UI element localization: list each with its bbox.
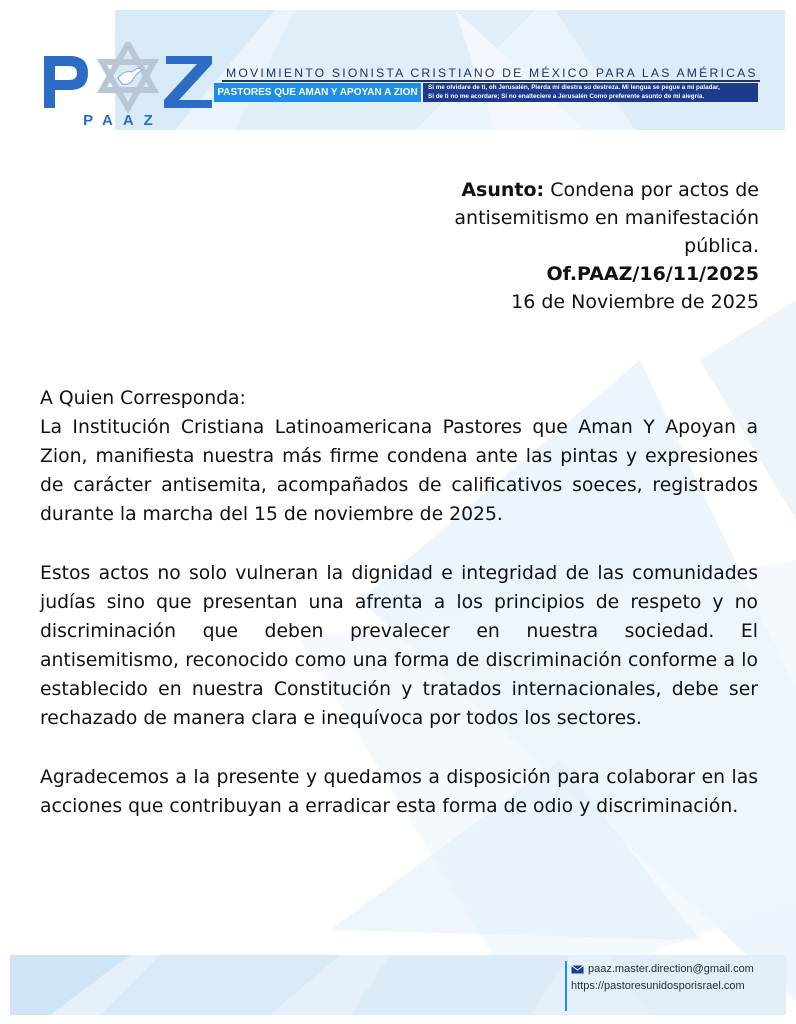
verse-line-1: Si me olvidare de ti, oh Jerusalén, Pierda mi diestra su destreza. Mi lengua se pegue a mi paladar, [428,84,720,91]
website-row [571,978,771,995]
organization-title: MOVIMIENTO SIONISTA CRISTIANO DE MÉXICO PARA LAS AMÉRICAS [226,66,758,80]
salutation: A Quien Corresponda: [40,388,246,409]
header-divider [222,80,760,82]
paragraph-3: Agradecemos a la presente y quedamos a disposición para colaborar en las acciones que contribuyan a erradicar esta forma de odio y discriminación. [40,767,758,817]
letter-body [40,384,758,821]
letter-date: 16 de Noviembre de 2025 [511,291,759,313]
email-link[interactable]: paaz.master.direction@gmail.com [588,963,754,975]
paragraph-2: Estos actos no solo vulneran la dignidad e integridad de las comunidades judías sino que presentan una afrenta a los principios de respeto y no discriminación que deben prevalecer en nuestra sociedad. El antisemitismo, reconocido como una forma de discriminación conforme a lo establecido en nuestra Constitución y tratados internacionales, debe ser rechazado de manera clara e inequívoca por todos los sectores. [40,563,758,729]
reference-text: Of.PAAZ/16/11/2025 [546,263,759,285]
verse-line-2: Si de ti no me acordare; Si no enalteciere a Jerusalén Como preferente asunto de mi alegría. [428,93,705,100]
verse-bar [423,83,758,102]
paragraph-1: La Institución Cristiana Latinoamericana Pastores que Aman Y Apoyan a Zion, manifiesta nuestra más firme condena ante las pintas y expresiones de carácter antisemita, acompañados de calificativos soeces, registrados durante la marcha del 15 de noviembre de 2025. [40,417,758,525]
subject-label: Asunto: [461,179,545,201]
subject-text-1: Condena por actos de [544,179,759,201]
reference-number [399,260,759,288]
logo-subtext: PAAZ [83,112,163,129]
subject-block [399,176,759,316]
subject-line-1 [399,176,759,204]
tagline-bar: PASTORES QUE AMAN Y APOYAN A ZION [214,83,421,102]
footer-contact [565,961,771,1011]
mail-icon [571,965,584,974]
subject-line-2: antisemitismo en manifestación [454,207,759,229]
website-link[interactable]: https://pastoresunidosporisrael.com [571,980,745,992]
paaz-logo [42,42,214,134]
email-row [571,961,771,978]
subject-line-3: pública. [684,235,759,257]
paz-logo-mark [42,42,214,114]
